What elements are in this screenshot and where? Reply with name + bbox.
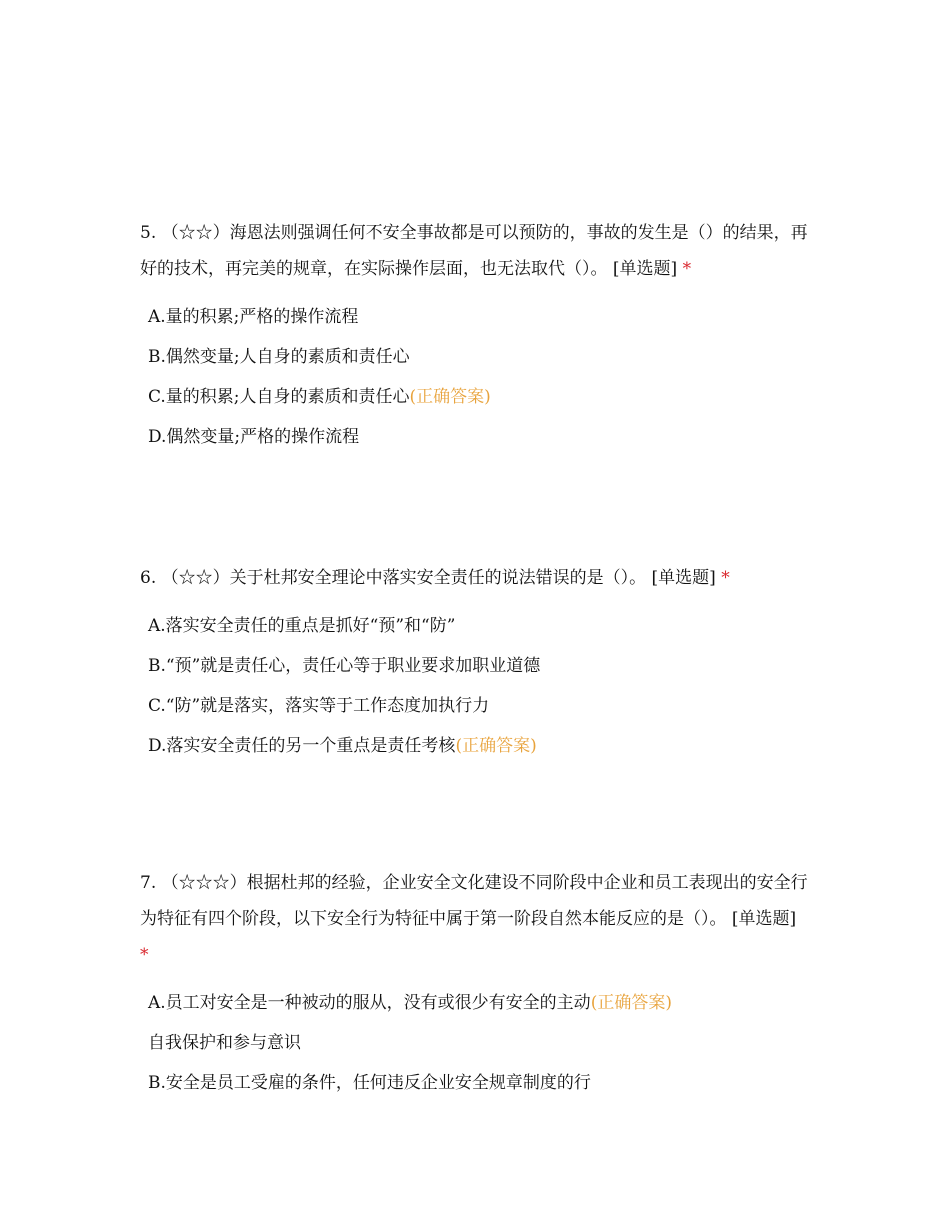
option-label: D.偶然变量;严格的操作流程 <box>148 427 360 447</box>
question-number: 5. <box>140 223 157 243</box>
correct-answer-tag: (正确答案) <box>409 387 491 407</box>
option-label: D.落实安全责任的另一个重点是责任考核 <box>148 736 456 756</box>
question-text: 海恩法则强调任何不安全事故都是可以预防的，事故的发生是（）的结果，再好的技术，再完美的规章，在实际操作层面，也无法取代（）。 <box>140 223 808 279</box>
required-mark: * <box>721 568 730 588</box>
question-type: [单选题] <box>731 909 797 929</box>
question-title <box>140 215 810 287</box>
option-item <box>148 1023 810 1063</box>
option-label: A.量的积累;严格的操作流程 <box>148 307 359 327</box>
option-label: C.“防”就是落实，落实等于工作态度加执行力 <box>148 696 490 716</box>
option-item <box>148 686 810 726</box>
correct-answer-tag: (正确答案) <box>590 993 672 1013</box>
question-6 <box>140 560 810 766</box>
option-label: C.量的积累;人自身的素质和责任心 <box>148 387 410 407</box>
option-list <box>140 297 810 457</box>
option-list <box>140 983 810 1103</box>
correct-answer-tag: (正确答案) <box>455 736 537 756</box>
question-number: 6. <box>140 568 157 588</box>
option-item <box>148 337 810 377</box>
option-item <box>148 726 810 766</box>
question-number: 7. <box>140 873 157 893</box>
question-type: [单选题] <box>651 568 716 588</box>
option-label: B.“预”就是责任心，责任心等于职业要求加职业道德 <box>148 656 541 676</box>
question-difficulty: （☆☆） <box>161 568 230 588</box>
option-item <box>148 417 810 457</box>
option-item <box>148 646 810 686</box>
option-label: 自我保护和参与意识 <box>148 1033 301 1053</box>
required-mark: * <box>682 259 692 279</box>
question-text: 根据杜邦的经验，企业安全文化建设不同阶段中企业和员工表现出的安全行为特征有四个阶段，以下安全行为特征中属于第一阶段自然本能反应的是（）。 <box>140 873 808 929</box>
option-item <box>148 1063 810 1103</box>
question-5 <box>140 215 810 457</box>
required-mark: * <box>140 945 149 965</box>
question-7 <box>140 865 810 1103</box>
option-item <box>148 297 810 337</box>
question-text: 关于杜邦安全理论中落实安全责任的说法错误的是（）。 <box>229 568 647 588</box>
question-difficulty: （☆☆） <box>161 223 230 243</box>
question-title <box>140 560 810 596</box>
question-type: [单选题] <box>612 259 678 279</box>
option-item <box>148 606 810 646</box>
option-label: A.落实安全责任的重点是抓好“预”和“防” <box>148 616 456 636</box>
option-list <box>140 606 810 766</box>
option-item <box>148 377 810 417</box>
option-label: B.偶然变量;人自身的素质和责任心 <box>148 347 410 367</box>
option-label: B.安全是员工受雇的条件，任何违反企业安全规章制度的行 <box>148 1073 591 1093</box>
question-difficulty: （☆☆☆） <box>161 873 247 893</box>
question-title <box>140 865 810 973</box>
option-item <box>148 983 810 1023</box>
option-label: A.员工对安全是一种被动的服从，没有或很少有安全的主动 <box>148 993 591 1013</box>
